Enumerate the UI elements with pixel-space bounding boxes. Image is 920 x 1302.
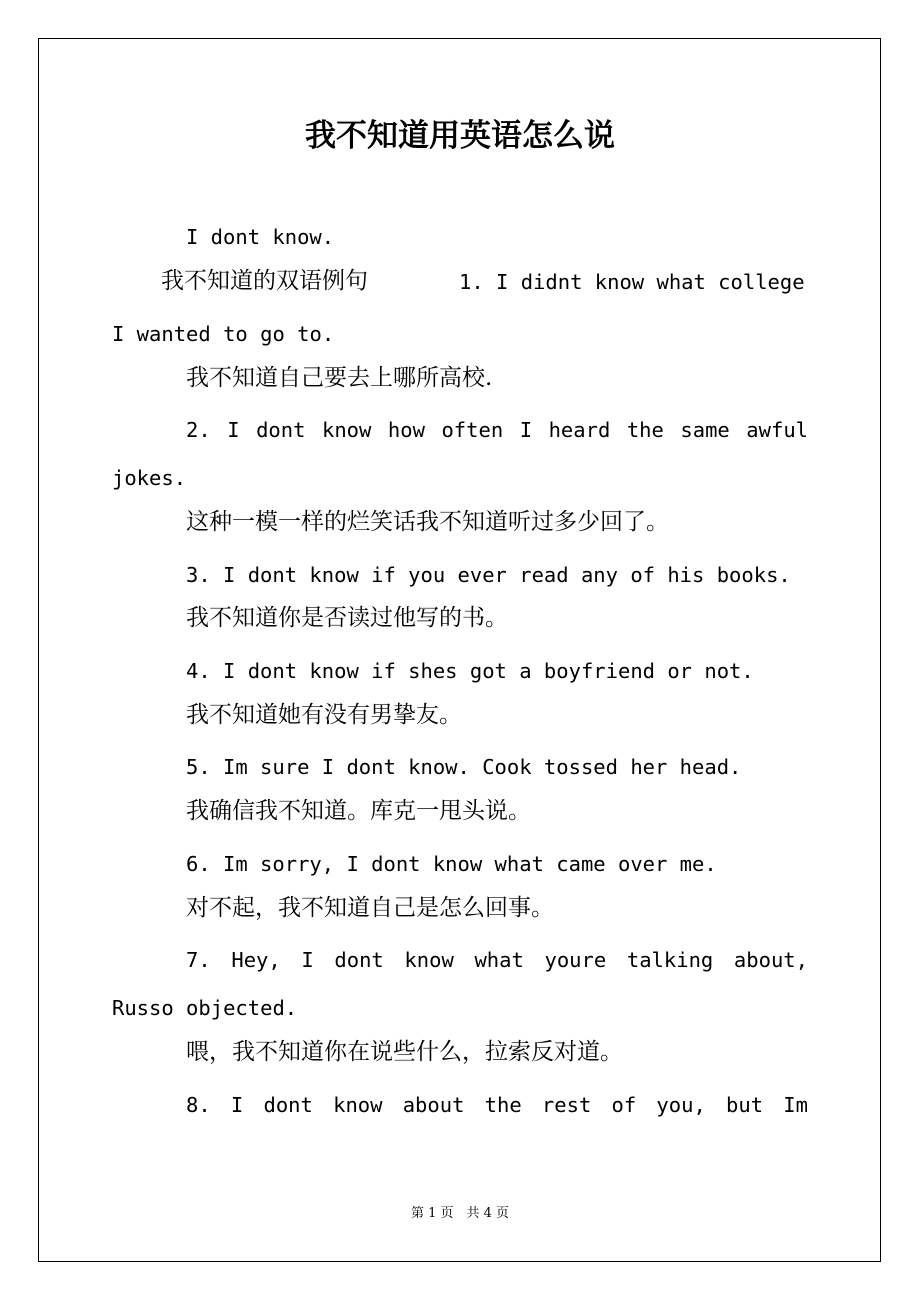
document-title: 我不知道用英语怎么说 bbox=[305, 118, 615, 154]
text-line-13: 5. Im sure I dont know. Cook tossed her head. bbox=[186, 755, 742, 779]
text-line-3: 1. I didnt know what college bbox=[459, 270, 805, 294]
text-line-11: 4. I dont know if shes got a boyfriend or not. bbox=[186, 659, 754, 683]
text-line-6: 2. I dont know how often I heard the same awful bbox=[186, 418, 808, 442]
text-line-1: I dont know. bbox=[186, 225, 335, 249]
text-line-4: I wanted to go to. bbox=[112, 322, 335, 346]
text-line-17: 7. Hey, I dont know what youre talking about, bbox=[186, 948, 808, 972]
text-line-16: 对不起，我不知道自己是怎么回事。 bbox=[186, 895, 554, 921]
page-footer: 第 1 页 共 4 页 bbox=[410, 1206, 510, 1221]
text-line-15: 6. Im sorry, I dont know what came over me. bbox=[186, 852, 717, 876]
text-line-18: Russo objected. bbox=[112, 996, 298, 1020]
text-line-2: 我不知道的双语例句 bbox=[161, 268, 368, 294]
text-line-7: jokes. bbox=[112, 466, 187, 490]
text-line-8: 这种一模一样的烂笑话我不知道听过多少回了。 bbox=[186, 509, 669, 535]
text-line-10: 我不知道你是否读过他写的书。 bbox=[186, 605, 508, 631]
text-line-5: 我不知道自己要去上哪所高校. bbox=[186, 365, 493, 391]
text-line-14: 我确信我不知道。库克一甩头说。 bbox=[186, 798, 531, 824]
text-line-12: 我不知道她有没有男挚友。 bbox=[186, 702, 462, 728]
text-line-19: 喂，我不知道你在说些什么，拉索反对道。 bbox=[186, 1039, 623, 1065]
page-frame bbox=[38, 38, 881, 1262]
text-line-9: 3. I dont know if you ever read any of his books. bbox=[186, 563, 791, 587]
text-line-20: 8. I dont know about the rest of you, but Im bbox=[186, 1093, 808, 1117]
